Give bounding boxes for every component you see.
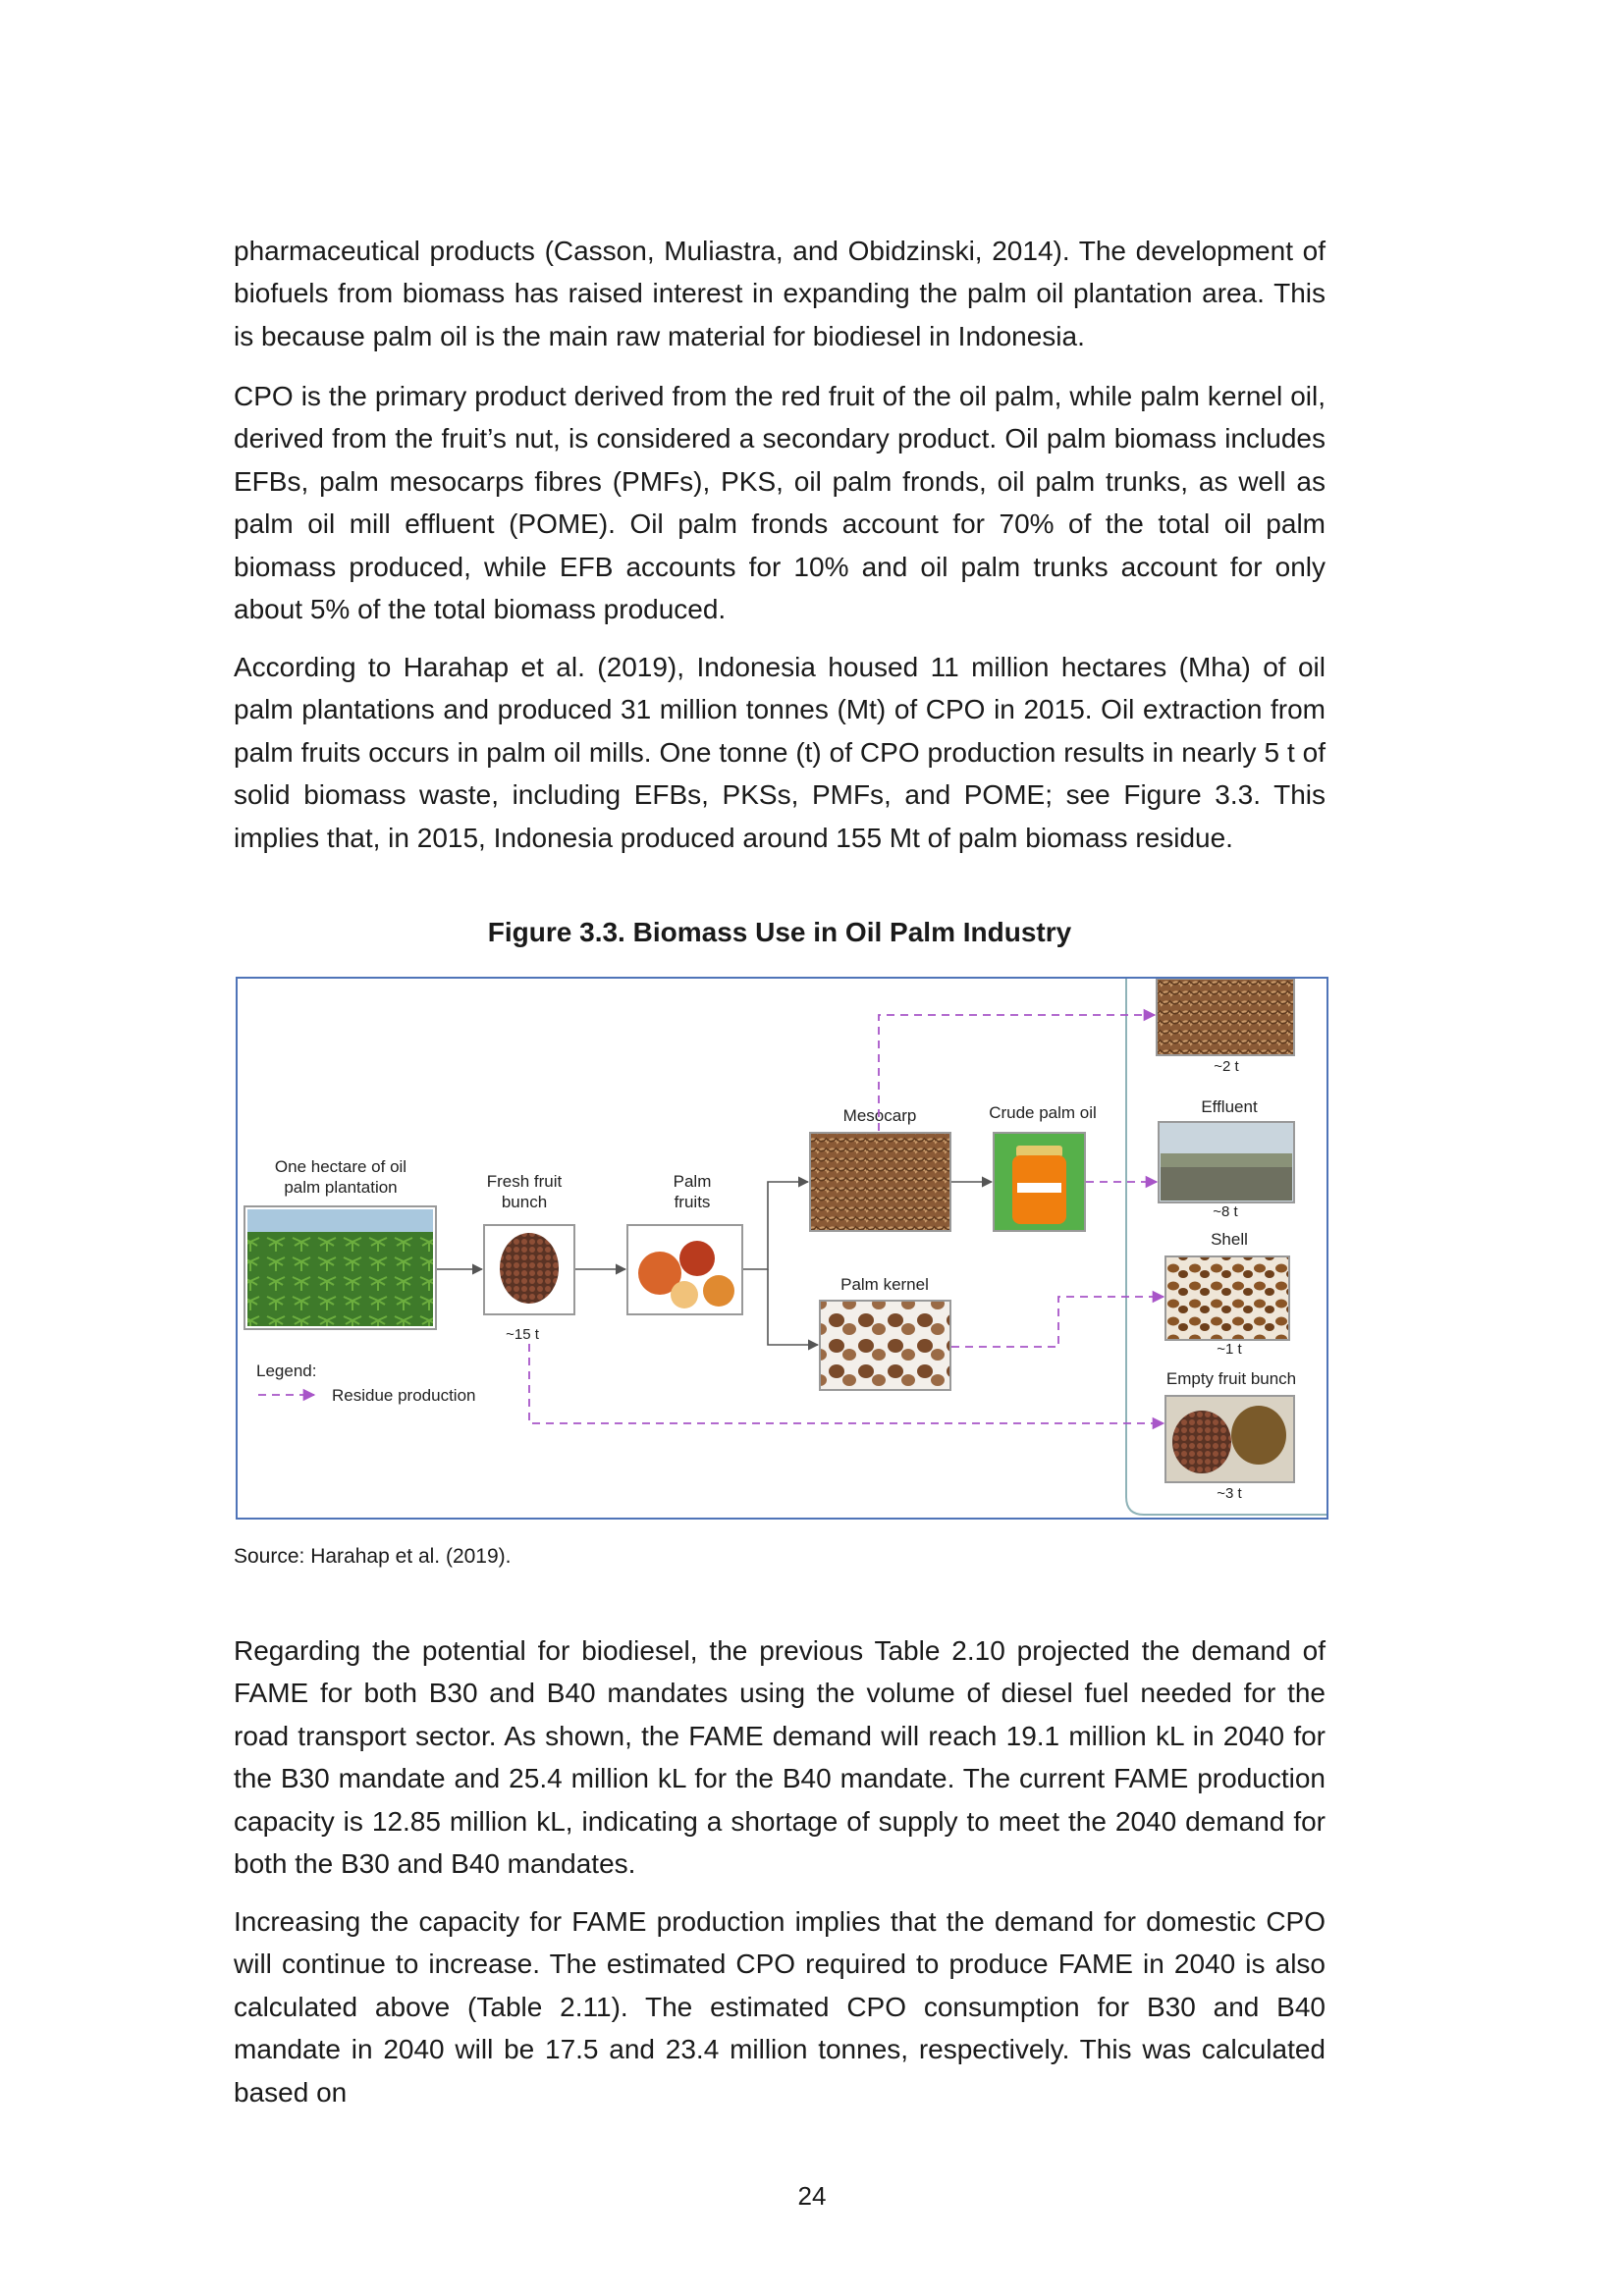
figure-title: Figure 3.3. Biomass Use in Oil Palm Industry <box>487 917 1072 947</box>
figure-source: Source: Harahap et al. (2019). <box>234 1545 512 1568</box>
crude-palm-oil-image <box>994 1133 1085 1231</box>
effluent-quantity: ~8 t <box>1213 1203 1238 1220</box>
kernel-label: Palm kernel <box>840 1275 929 1294</box>
palm-kernel-image <box>820 1301 950 1390</box>
legend-item: Residue production <box>332 1386 476 1405</box>
cpo-label: Crude palm oil <box>989 1103 1097 1122</box>
biomass-flow-figure <box>236 977 1328 1520</box>
paragraph-cpo-consumption: Increasing the capacity for FAME production implies that the demand for domestic CPO will continue to increase. The estimated CPO required to produce FAME in 2040 is also calculated above (Table 2.11). The estimated CPO consumption for B30 and B40 mandate in 2040 will be 17.5 and 23.4 million tonnes, respectively. This was calculated based on <box>234 1906 1326 2108</box>
shell-image <box>1165 1256 1289 1340</box>
paragraph-oil-palm-biomass: CPO is the primary product derived from the red fruit of the oil palm, while palm kernel oil, derived from the fruit’s nut, is considered a secondary product. Oil palm biomass includes EFBs, palm mesocarps fibres (PMFs), PKS, oil palm fronds, oil palm trunks, as well as palm oil mill effluent (POME). Oil palm fronds account for 70% of the total oil palm biomass produced, while EFB accounts for 10% and oil palm trunks account for only about 5% of the total biomass produced. <box>234 381 1326 625</box>
fruits-label-1: Palm <box>673 1172 712 1191</box>
effluent-label: Effluent <box>1201 1097 1258 1116</box>
fibre-image <box>1157 979 1294 1055</box>
shell-label: Shell <box>1211 1230 1248 1249</box>
legend-title: Legend: <box>256 1362 317 1380</box>
plantation-image <box>244 1206 436 1329</box>
ffb-label-1: Fresh fruit <box>486 1172 563 1191</box>
fruits-label-2: fruits <box>674 1193 711 1211</box>
paragraph-fame-demand: Regarding the potential for biodiesel, the previous Table 2.10 projected the demand of FAME for both B30 and B40 mandates using the volume of diesel fuel needed for the road transport sector. As shown, the FAME demand will reach 19.1 million kL in 2040 for the B30 mandate and 25.4 million kL for the B40 mandate. The current FAME production capacity is 12.85 million kL, indicating a shortage of supply to meet the 2040 demand for both the B30 and B40 mandates. <box>234 1635 1326 1880</box>
palm-fruits-image <box>627 1225 742 1314</box>
efb-label: Empty fruit bunch <box>1165 1369 1297 1388</box>
effluent-image <box>1159 1122 1294 1202</box>
shell-quantity: ~1 t <box>1217 1341 1242 1358</box>
biomass-flow-diagram <box>238 979 1326 1518</box>
fresh-fruit-bunch-image <box>484 1225 574 1314</box>
mesocarp-label: Mesocarp <box>842 1106 917 1125</box>
empty-fruit-bunch-image <box>1165 1396 1294 1482</box>
ffb-quantity: ~15 t <box>506 1326 539 1343</box>
ffb-label-2: bunch <box>501 1193 548 1211</box>
efb-quantity: ~3 t <box>1217 1485 1242 1502</box>
page-number: 24 <box>797 2181 827 2211</box>
fibre-quantity: ~2 t <box>1214 1058 1239 1075</box>
plantation-label-1: One hectare of oil <box>274 1157 407 1176</box>
mesocarp-image <box>810 1133 950 1231</box>
paragraph-biofuel-interest: pharmaceutical products (Casson, Muliastra, and Obidzinski, 2014). The development of biofuels from biomass has raised interest in expanding the palm oil plantation area. This is because palm oil is the main raw material for biodiesel in Indonesia. <box>234 236 1326 351</box>
paragraph-harahap-2019: According to Harahap et al. (2019), Indonesia housed 11 million hectares (Mha) of oil palm plantations and produced 31 million tonnes (Mt) of CPO in 2015. Oil extraction from palm fruits occurs in palm oil mills. One tonne (t) of CPO production results in nearly 5 t of solid biomass waste, including EFBs, PKSs, PMFs, and POME; see Figure 3.3. This implies that, in 2015, Indonesia produced around 155 Mt of palm biomass residue. <box>234 652 1326 853</box>
plantation-label-2: palm plantation <box>284 1178 398 1197</box>
